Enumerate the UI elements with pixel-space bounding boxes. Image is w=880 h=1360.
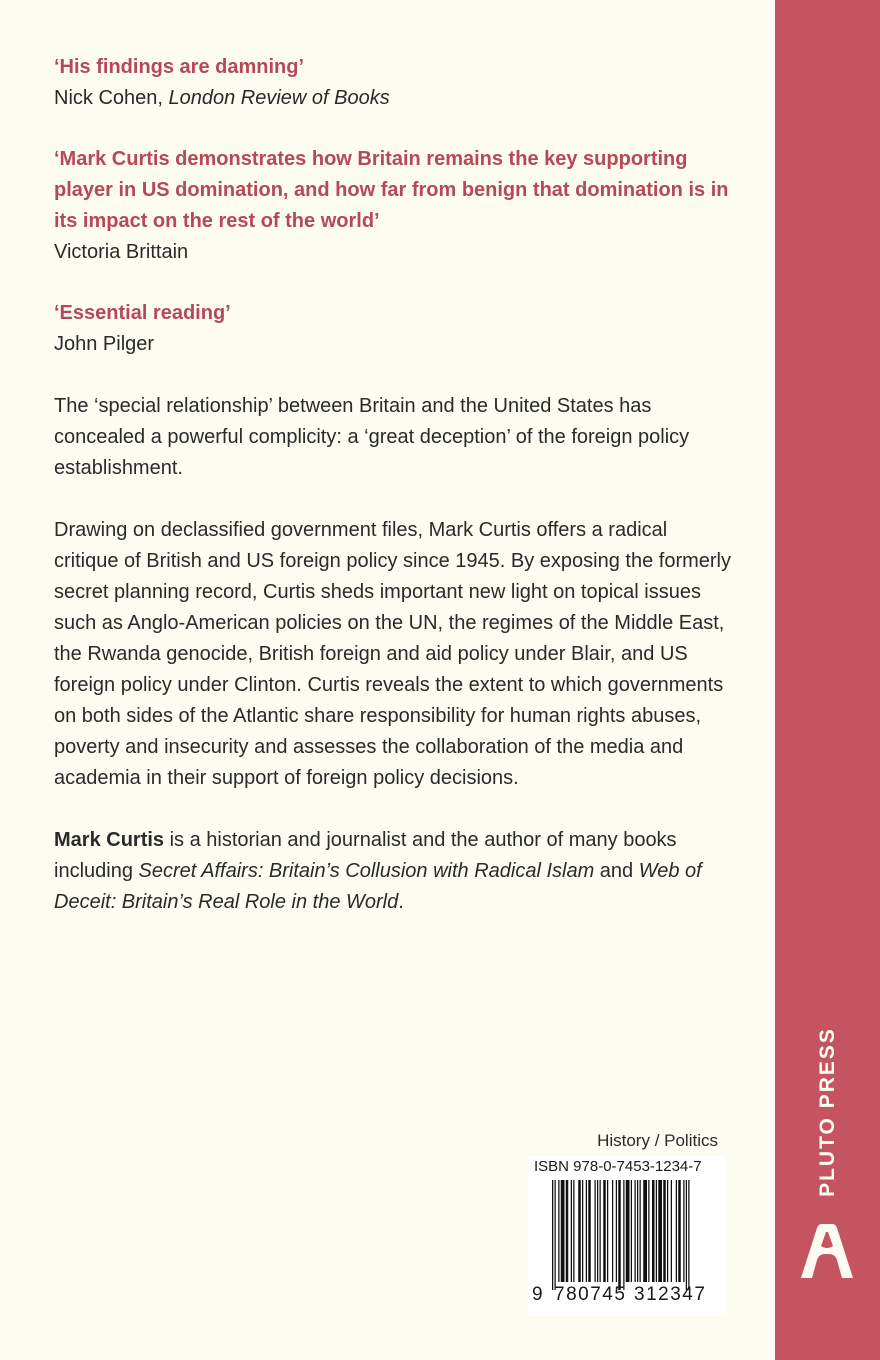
- review-quote-3: [54, 298, 734, 360]
- barcode-digits: [528, 1284, 725, 1310]
- quote-author: Victoria Brittain: [54, 241, 189, 263]
- description-paragraph-2: Drawing on declassified government files, Mark Curtis offers a radical critique of British and US foreign policy since 1945. By exposing the formerly secret planning record, Curtis sheds important new light on topical issues such as Anglo-American policies on the UN, the regimes of the Middle East, the Rwanda genocide, British foreign and aid policy under Blair, and US foreign policy under Clinton. Curtis reveals the extent to which governments on both sides of the Atlantic share responsibility for human rights abuses, poverty and insecurity and assesses the collaboration of the media and academia in their support of foreign policy decisions.: [54, 519, 732, 789]
- barcode-bar: [555, 1180, 556, 1290]
- barcode-digits-right: 312347: [634, 1284, 707, 1305]
- author-bio-text: .: [398, 891, 404, 913]
- quote-text: ‘Essential reading’: [54, 302, 231, 324]
- barcode-bar: [688, 1180, 689, 1290]
- barcode-bar: [603, 1180, 606, 1282]
- barcode-digits-left: 780745: [554, 1284, 627, 1305]
- isbn-label: ISBN 978-0-7453-1234-7: [534, 1158, 702, 1175]
- pluto-press-logo-icon: [795, 1220, 859, 1284]
- barcode-bar: [671, 1180, 672, 1282]
- quote-author: John Pilger: [54, 333, 155, 355]
- publisher-sidebar: [775, 0, 880, 1360]
- barcode-bar: [635, 1180, 636, 1282]
- barcode-bar: [566, 1180, 569, 1282]
- barcode-bar: [618, 1180, 621, 1290]
- quote-text: ‘Mark Curtis demonstrates how Britain remains the key supporting player in US domination, and how far from benign that domination is in its impact on the rest of the world’: [54, 148, 729, 232]
- quote-source: London Review of Books: [168, 87, 390, 109]
- barcode-bar: [667, 1180, 668, 1282]
- barcode-bar: [652, 1180, 655, 1282]
- author-bio: [54, 825, 734, 918]
- barcode-bar: [573, 1180, 574, 1282]
- barcode-bar: [648, 1180, 649, 1282]
- author-bio-text: and: [594, 860, 639, 882]
- barcode-digit-first: 9: [532, 1284, 543, 1305]
- quote-attribution: [54, 237, 734, 268]
- barcode-bar: [643, 1180, 647, 1282]
- author-bio-text: is a historian and journalist and the author of many books including: [54, 829, 677, 882]
- barcode-bar: [561, 1180, 565, 1282]
- barcode-bar: [631, 1180, 632, 1282]
- category-label: History / Politics: [597, 1131, 718, 1150]
- book-title-1: Secret Affairs: Britain’s Collusion with Radical Islam: [138, 860, 595, 882]
- back-cover-text: [54, 52, 734, 949]
- barcode-bar: [595, 1180, 596, 1282]
- barcode-bar: [586, 1180, 587, 1282]
- barcode-bar: [683, 1180, 684, 1282]
- review-quote-1: [54, 52, 734, 114]
- barcode-bar: [607, 1180, 608, 1282]
- barcode-bar: [600, 1180, 601, 1282]
- barcode-bar: [552, 1180, 553, 1290]
- barcode-bar: [612, 1180, 613, 1282]
- barcode-bar: [640, 1180, 641, 1282]
- barcode-bar: [597, 1180, 598, 1282]
- isbn-barcode: [528, 1156, 725, 1316]
- barcode-bar: [623, 1180, 624, 1290]
- barcode-bar: [686, 1180, 687, 1290]
- book-title-2: Web of Deceit: Britain’s Real Role in the World: [54, 860, 702, 913]
- barcode-bar: [656, 1180, 657, 1282]
- author-name: Mark Curtis: [54, 829, 165, 851]
- barcode-bar: [588, 1180, 591, 1282]
- quote-attribution: [54, 83, 734, 114]
- description-paragraph-1: The ‘special relationship’ between Britain and the United States has concealed a powerful complicity: a ‘great deception’ of the foreign policy establishment.: [54, 395, 690, 479]
- publisher-name: PLUTO PRESS: [815, 1027, 839, 1197]
- barcode-bar: [558, 1180, 559, 1282]
- barcode-bar: [637, 1180, 638, 1282]
- quote-text: ‘His findings are damning’: [54, 56, 305, 78]
- barcode-bar: [658, 1180, 662, 1282]
- quote-attribution: [54, 329, 734, 360]
- quote-author: Nick Cohen,: [54, 87, 169, 109]
- barcode-bar: [571, 1180, 572, 1282]
- barcode-bar: [616, 1180, 617, 1282]
- barcode-bar: [582, 1180, 583, 1282]
- review-quote-2: [54, 144, 734, 268]
- barcode-bar: [663, 1180, 666, 1282]
- barcode-bar: [676, 1180, 677, 1282]
- barcode-bar: [578, 1180, 581, 1282]
- barcode-bar: [678, 1180, 681, 1282]
- barcode-bar: [626, 1180, 630, 1282]
